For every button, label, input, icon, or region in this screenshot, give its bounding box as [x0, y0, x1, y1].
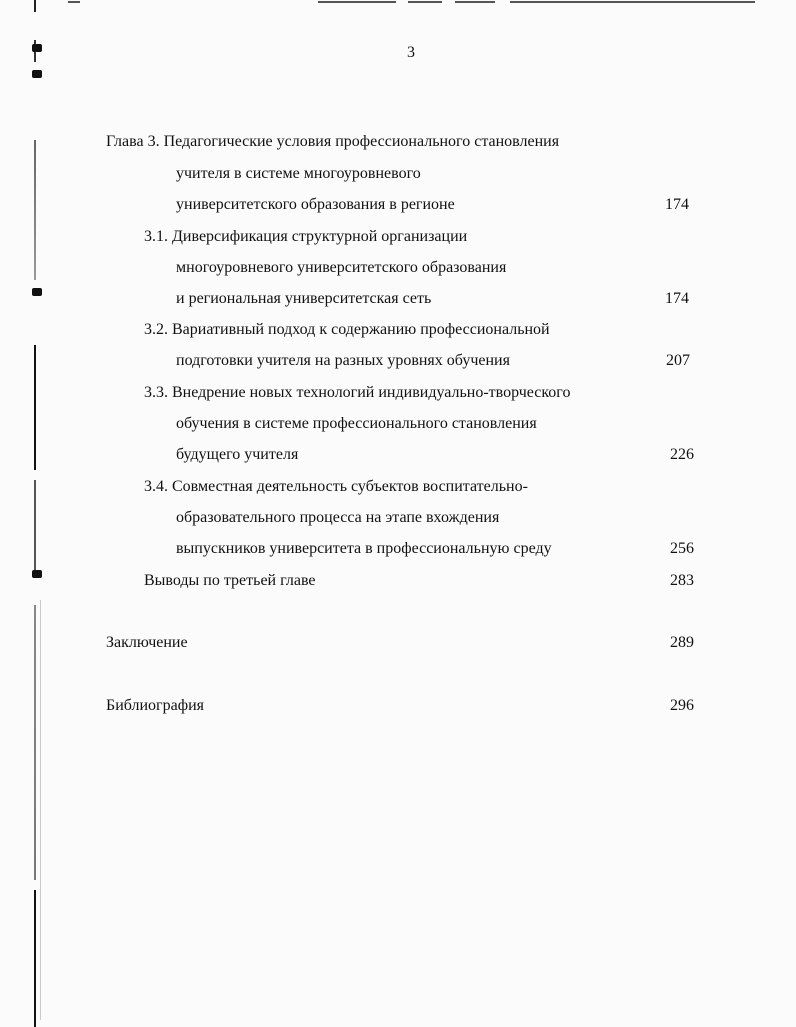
- toc-chapter3-page: 174: [665, 196, 689, 213]
- toc-section-3-4-page: 256: [670, 540, 694, 557]
- scan-mark-artifact: [32, 70, 42, 78]
- toc-chapter3-line1: Глава 3. Педагогические условия профессионального становления: [106, 133, 560, 150]
- toc-chapter3-conclusions-page: 283: [670, 572, 694, 589]
- scan-mark-artifact: [32, 570, 42, 578]
- toc-chapter3-line3: университетского образования в регионе: [176, 196, 455, 213]
- toc-section-3-4-line1: 3.4. Совместная деятельность субъектов воспитательно-: [144, 478, 528, 495]
- toc-section-3-2-page: 207: [666, 352, 690, 369]
- toc-bibliography: Библиография: [106, 697, 204, 714]
- scan-mark-artifact: [32, 288, 42, 296]
- toc-section-3-3-line1: 3.3. Внедрение новых технологий индивидуально-творческого: [144, 384, 571, 401]
- toc-section-3-2-line2: подготовки учителя на разных уровнях обучения: [176, 352, 510, 369]
- toc-section-3-4-line3: выпускников университета в профессиональную среду: [176, 540, 552, 557]
- scan-top-line: [318, 1, 396, 3]
- scan-edge-artifact-secondary: [40, 600, 41, 1020]
- scan-top-line: [510, 1, 755, 3]
- toc-section-3-2-line1: 3.2. Вариативный подход к содержанию профессиональной: [144, 321, 550, 338]
- toc-section-3-4-line2: образовательного процесса на этапе вхождения: [176, 509, 500, 526]
- toc-section-3-3-page: 226: [670, 446, 694, 463]
- toc-section-3-3-line2: обучения в системе профессионального становления: [176, 415, 537, 432]
- scan-top-line: [455, 1, 495, 3]
- page-number: 3: [407, 44, 415, 61]
- toc-conclusion: Заключение: [106, 634, 188, 651]
- toc-section-3-1-line2: многоуровневого университетского образования: [176, 259, 507, 276]
- toc-section-3-3-line3: будущего учителя: [176, 446, 299, 463]
- scan-edge-artifact: [34, 0, 36, 1027]
- toc-bibliography-page: 296: [670, 697, 694, 714]
- toc-chapter3-conclusions: Выводы по третьей главе: [144, 572, 316, 589]
- toc-section-3-1-page: 174: [665, 290, 689, 307]
- toc-chapter3-line2: учителя в системе многоуровневого: [176, 165, 421, 182]
- toc-section-3-1-line3: и региональная университетская сеть: [176, 290, 432, 307]
- toc-conclusion-page: 289: [670, 634, 694, 651]
- scan-top-line: [68, 1, 80, 3]
- scan-top-line: [408, 1, 442, 3]
- toc-section-3-1-line1: 3.1. Диверсификация структурной организации: [144, 228, 468, 245]
